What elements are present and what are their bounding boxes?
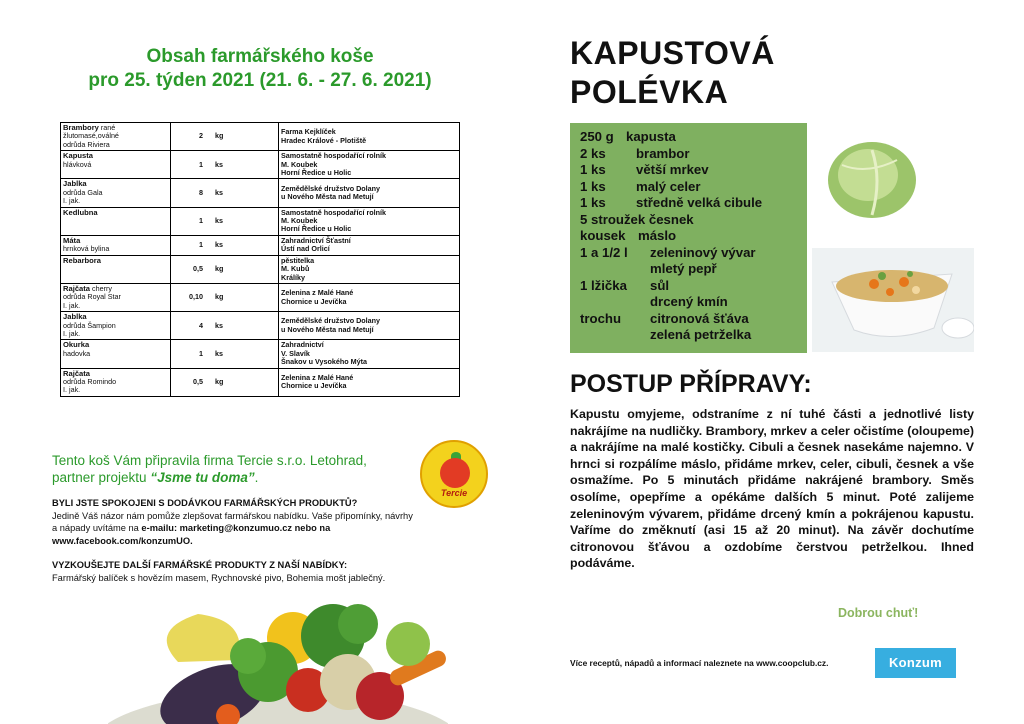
ingredient-row <box>580 245 797 262</box>
feedback-text: Jedině Váš názor nám pomůže zlepšovat farmářskou nabídku. Vaše připomínky, návrhy <box>52 510 413 521</box>
supplier-line: Ústí nad Orlicí <box>281 244 330 254</box>
product-detail: hadovka <box>63 348 91 358</box>
product-unit: ks <box>215 187 223 197</box>
ingredient-name: zelená petrželka <box>650 327 752 342</box>
supplier-line: Zahradnictví <box>281 340 324 350</box>
ingredient-name: kapusta <box>626 129 676 144</box>
product-amount: 1 <box>199 240 203 250</box>
product-detail: odrůda Riviera <box>63 139 110 149</box>
ingredient-row <box>580 278 797 295</box>
right-page <box>512 0 1024 724</box>
supplier-line: u Nového Města nad Metují <box>281 324 374 334</box>
product-amount: 2 <box>199 131 203 141</box>
product-amount: 8 <box>199 187 203 197</box>
ingredient-quantity: 1 ks <box>580 195 606 210</box>
table-row <box>61 312 460 340</box>
table-row <box>61 123 460 151</box>
ingredient-name: mletý pepř <box>650 261 717 276</box>
more-recipes-note: Více receptů, nápadů a informací naleznete na www.coopclub.cz. <box>570 658 829 668</box>
partner-line2: partner projektu “Jsme tu doma”. <box>52 470 259 485</box>
facebook-link[interactable]: www.facebook.com/konzumUO. <box>52 535 193 546</box>
table-row <box>61 283 460 311</box>
product-name: Kapusta <box>63 151 93 161</box>
konzum-logo: Konzum <box>875 648 956 678</box>
supplier-line: Zemědělské družstvo Dolany <box>281 316 381 326</box>
product-detail: I. jak. <box>63 300 81 310</box>
ingredient-quantity: 1 lžička <box>580 277 627 293</box>
offer-heading: VYZKOUŠEJTE DALŠÍ FARMÁŘSKÉ PRODUKTY Z NAŠÍ NABÍDKY: <box>52 560 348 570</box>
product-detail: I. jak. <box>63 196 81 206</box>
partner-text <box>52 452 412 486</box>
cabbage-image <box>822 125 922 225</box>
supplier-line: Zemědělské družstvo Dolany <box>281 183 381 193</box>
product-unit: kg <box>215 131 224 141</box>
product-unit: ks <box>215 159 223 169</box>
product-name: Brambory <box>63 123 99 132</box>
supplier-line: Chornice u Jevíčka <box>281 296 347 306</box>
supplier-line: Farma Kejklíček <box>281 127 336 137</box>
product-note: rané žlutomasé,oválné <box>63 123 119 141</box>
supplier-line: Králíky <box>281 272 305 282</box>
product-name: Kedlubna <box>63 207 98 217</box>
ingredient-quantity: 250 g <box>580 129 614 144</box>
product-name: Máta <box>63 235 81 245</box>
product-amount: 1 <box>199 216 203 226</box>
feedback-email[interactable]: e-mailu: marketing@konzumuo.cz nebo na <box>141 523 331 533</box>
ingredient-name: drcený kmín <box>650 294 728 309</box>
supplier-line: u Nového Města nad Metují <box>281 192 374 202</box>
product-unit: kg <box>215 264 224 274</box>
product-note: cherry <box>92 283 113 293</box>
product-amount: 0,10 <box>189 292 203 302</box>
tomato-icon <box>440 458 470 488</box>
ingredient-name: větší mrkev <box>636 162 709 177</box>
recipe-title-line2: POLÉVKA <box>570 74 729 110</box>
ingredient-name: zeleninový vývar <box>650 244 756 260</box>
product-detail: odrůda Gala <box>63 187 103 197</box>
product-name: Rajčata <box>63 368 91 378</box>
supplier-line: Šnakov u Vysokého Mýta <box>281 357 368 367</box>
product-unit: ks <box>215 348 223 358</box>
supplier-line: M. Koubek <box>281 159 318 169</box>
table-row <box>61 207 460 235</box>
feedback-heading: BYLI JSTE SPOKOJENI S DODÁVKOU FARMÁŘSKÝCH PRODUKTŮ? <box>52 498 358 508</box>
ingredient-name: malý celer <box>636 178 701 194</box>
vegetables-image <box>108 600 448 724</box>
ingredient-quantity: trochu <box>580 310 622 326</box>
basket-week: pro 25. týden 2021 (21. 6. - 27. 6. 2021) <box>88 70 432 91</box>
ingredient-row <box>580 179 797 196</box>
supplier-line: Zelenina z Malé Hané <box>281 288 354 298</box>
ingredient-quantity: 1 ks <box>580 178 606 194</box>
product-amount: 1 <box>199 159 203 169</box>
product-amount: 4 <box>199 320 203 330</box>
ingredient-row <box>580 294 797 311</box>
product-detail: hlávková <box>63 159 92 169</box>
table-row <box>61 151 460 179</box>
basket-table <box>60 122 460 397</box>
ingredient-quantity: 1 ks <box>580 162 606 177</box>
product-name: Jablka <box>63 179 87 189</box>
supplier-line: Zahradnictví Šťastní <box>281 235 351 245</box>
supplier-line: pěstitelka <box>281 255 315 265</box>
offer-block <box>52 559 452 584</box>
ingredient-row <box>580 327 797 344</box>
table-row <box>61 368 460 396</box>
ingredient-row <box>580 195 797 212</box>
ingredient-name: brambor <box>636 145 690 161</box>
ingredient-row <box>580 311 797 328</box>
ingredient-row <box>580 162 797 179</box>
ingredient-name: máslo <box>638 228 677 243</box>
product-name: Rebarbora <box>63 255 101 265</box>
ingredient-name: středně velká cibule <box>636 195 763 210</box>
method-title: POSTUP PŘÍPRAVY: <box>570 370 812 398</box>
feedback-block: BYLI JSTE SPOKOJENI S DODÁVKOU FARMÁŘSKÝCH PRODUKTŮ? Jedině Váš názor nám pomůže zlepšovat farmářskou nabídku. Vaše připomínky, návrhy a nápady uvítáme na e-mailu: marketing@konzumuo.cz nebo na www.facebook.com/konzumUO. <box>52 497 452 547</box>
ingredient-row <box>580 212 797 229</box>
ingredient-row <box>580 261 797 278</box>
ingredient-row <box>580 129 797 146</box>
ingredient-row <box>580 146 797 163</box>
product-unit: kg <box>215 376 224 386</box>
soup-image <box>812 248 974 352</box>
ingredient-row <box>580 228 797 245</box>
partner-line1: Tento koš Vám připravila firma Tercie s.r.o. Letohrad, <box>52 453 367 468</box>
supplier-line: Horní Ředice u Holic <box>281 224 352 234</box>
ingredient-quantity: 1 a 1/2 l <box>580 244 628 260</box>
product-unit: kg <box>215 292 224 302</box>
recipe-title-line1: KAPUSTOVÁ <box>570 35 775 71</box>
product-detail: I. jak. <box>63 385 81 395</box>
supplier-line: Chornice u Jevíčka <box>281 381 347 391</box>
product-detail: odrůda Šampion <box>63 320 116 330</box>
product-unit: ks <box>215 240 223 250</box>
supplier-line: M. Kubů <box>281 264 310 274</box>
ingredient-name: sůl <box>650 277 670 293</box>
project-name: “Jsme tu doma” <box>150 470 255 485</box>
product-detail: hrnková bylina <box>63 244 110 254</box>
tercie-logo-text: Tercie <box>440 488 468 498</box>
product-detail: odrůda Romindo <box>63 376 117 386</box>
supplier-line: Hradec Králové - Plotiště <box>281 135 367 145</box>
product-unit: ks <box>215 216 223 226</box>
supplier-line: Samostatně hospodařící rolník <box>281 151 387 161</box>
ingredient-quantity: 5 stroužek česnek <box>580 211 694 227</box>
basket-heading: Obsah farmářského koše <box>146 46 374 67</box>
product-amount: 0,5 <box>193 376 203 386</box>
ingredient-quantity: kousek <box>580 228 626 243</box>
ingredient-name: citronová šťáva <box>650 310 749 326</box>
supplier-line: Horní Ředice u Holic <box>281 168 352 178</box>
product-name: Jablka <box>63 312 87 322</box>
method-text: Kapustu omyjeme, odstraníme z ní tuhé části a jednotlivé listy nakrájíme na nudličky. Brambory, mrkev a celer očistíme (oloupeme) a nakrájíme na malé kostičky. Cibuli a česnek nasekáme najemno. V hrnci si rozpálíme máslo, přidáme mrkev, celer, cibuli, česnek a vše osmažíme. Po 5 minutách přidáme nakrájené brambory. Směs osolíme, opepříme a opékáme dalších 5 minut. Poté zalijeme zeleninovým vývarem, přidáme drcený kmín a pokrájenou kapustu. Vaříme do změknutí (asi 15 až 20 minut). Na závěr dochutíme citronovou šťávou a ozdobíme čerstvou petrželkou. Ihned podáváme. <box>570 407 974 571</box>
product-name: Okurka <box>63 340 90 350</box>
supplier-line: V. Slavík <box>281 348 310 358</box>
table-row <box>61 179 460 207</box>
product-detail: I. jak. <box>63 328 81 338</box>
offer-text: Farmářský balíček s hovězím masem, Rychnovské pivo, Bohemia mošt jablečný. <box>52 572 386 583</box>
product-amount: 0,5 <box>193 264 203 274</box>
ingredients-box <box>570 123 807 353</box>
supplier-line: Samostatně hospodařící rolník <box>281 207 387 217</box>
product-detail: odrůda Royal Star <box>63 292 121 302</box>
product-name: Rajčata <box>63 283 91 293</box>
table-row <box>61 235 460 255</box>
supplier-line: M. Koubek <box>281 216 318 226</box>
ingredient-quantity: 2 ks <box>580 145 606 161</box>
table-row <box>61 255 460 283</box>
product-unit: ks <box>215 320 223 330</box>
table-row <box>61 340 460 368</box>
bon-appetit: Dobrou chuť! <box>838 606 919 620</box>
product-amount: 1 <box>199 348 203 358</box>
supplier-line: Zelenina z Malé Hané <box>281 372 354 382</box>
